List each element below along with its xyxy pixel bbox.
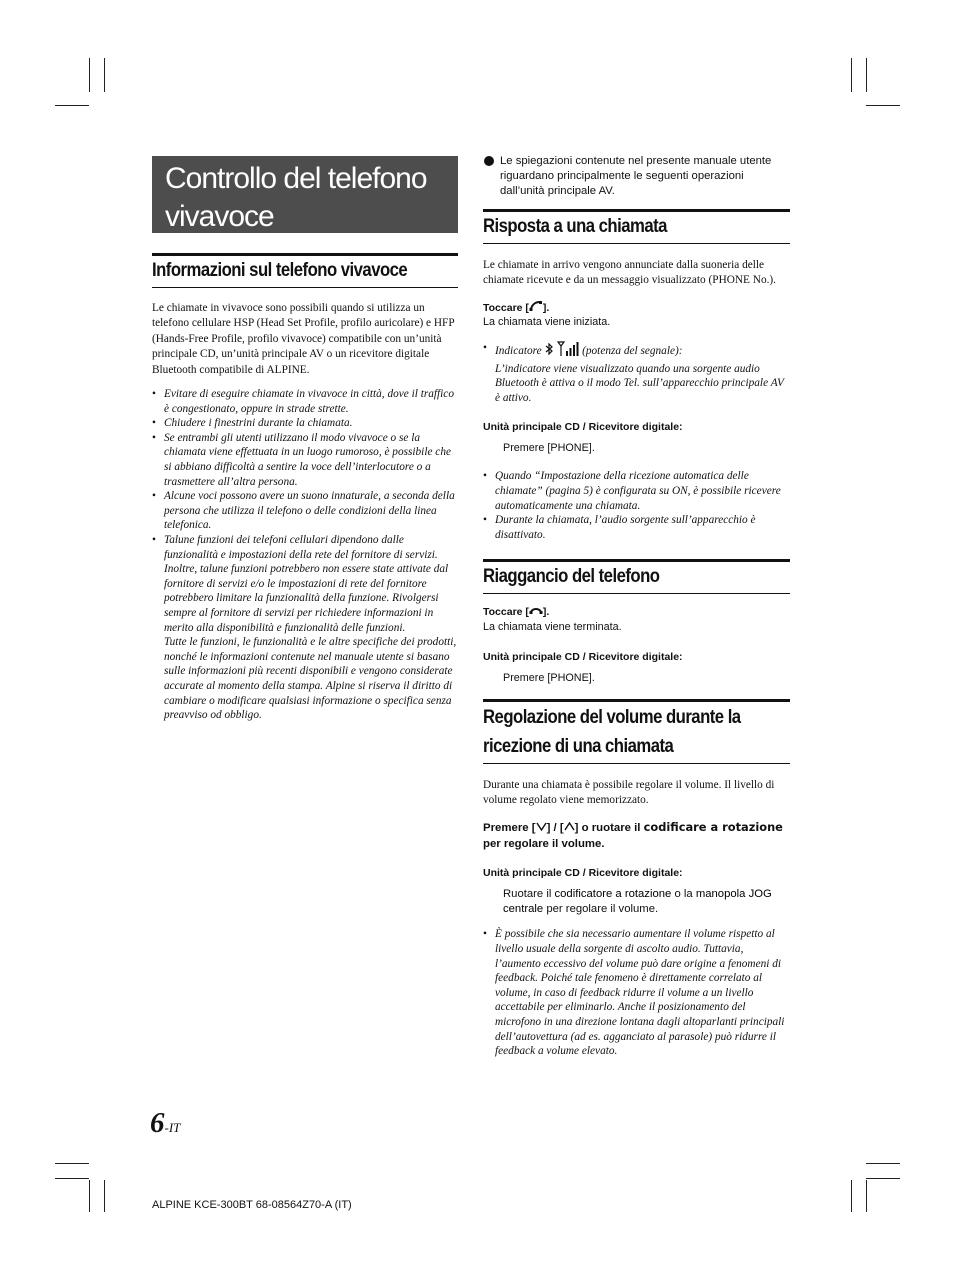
answer-body: Le chiamate in arrivo vengono annunciate dalla suoneria delle chiamate ricevute e da un messaggio visualizzato (PHONE No.). [483, 259, 776, 287]
crop-mark [104, 1180, 105, 1212]
volume-body: Durante una chiamata è possibile regolare il volume. Il livello di volume regolato viene memorizzato. [483, 778, 775, 806]
indicator-note: • Indicatore (potenza del segnale): L’indicatore viene visualizzato quando una sorgente audio Bluetooth è attiva o il modo Tel. sull’apparecchio principale AV è attivo. [483, 341, 790, 405]
volume-instruction: Premere [ ] / [ ] o ruotare il codificare a rotazione per regolare il volume. [483, 820, 783, 851]
bullet-dot-icon [484, 156, 494, 166]
note-item: • Talune funzioni dei telefoni cellulari dipendono dalle funzionalità e impostazioni della rete del fornitore di servizi. Inoltre, talune funzioni potrebbero non essere state attivate dal fornitore di servizi e/o le impostazioni di rete del fornitore potrebbero limitare la funzionalità della funzione. Rivolgersi sempre al fornitore di servizi per richiedere informazioni in merito alla disponibilità e funzionalità delle funzioni. Tutte le funzioni, le funzionalità e le altre specifiche dei prodotti, nonché le informazioni contenute nel manuale utente si basano sulle informazioni più recenti disponibili e vengono considerate accurate al momento della stampa. Alpine si riserva il diritto di cambiare o modificare qualsiasi informazione o specifica senza preavviso od obbligo. [152, 533, 458, 723]
note-item: • È possibile che sia necessario aumentare il volume rispetto al livello usuale della sorgente di ascolto audio. Tuttavia, l’aumento eccessivo del volume può dare origine a fenomeni di feedback. Poiché tale fenomeno è direttamente correlato al volume, in caso di feedback ridurre il volume a un livello accettabile per eliminarlo. Anche il posizionamento del microfono in una direzione lontana dagli altoparlanti principali dell’autovettura (ad es. agganciato al parasole) può ridurre il feedback a volume elevato. [483, 927, 790, 1058]
bluetooth-icon [544, 343, 554, 360]
info-intro: Le chiamate in vivavoce sono possibili quando si utilizza un telefono cellulare HSP (Head Set Profile, profilo auricolare) e HFP (Hands-Free Profile, profilo vivavoce) compatibile con un’unità principale CD, un’unità principale AV o un ricevitore digitale Bluetooth compatibile di ALPINE. [152, 302, 455, 376]
note-continuation: Tutte le funzioni, le funzionalità e le altre specifiche dei prodotti, nonché le informazioni contenute nel manuale utente si basano sulle informazioni più recenti disponibili e vengono considerate accurate al momento della stampa. Alpine si riserva il diritto di cambiare o modificare qualsiasi informazione o specifica senza preavviso od obbligo. [164, 636, 457, 722]
info-notes [152, 387, 458, 723]
crop-mark [866, 1163, 900, 1164]
phone-key[interactable]: [PHONE] [547, 442, 592, 455]
hangup-press-instruction: Premere [PHONE]. [503, 671, 595, 684]
hangup-result: La chiamata viene terminata. [483, 620, 622, 633]
volume-rotate-instruction: Ruotare il codificatore a rotazione o la manopola JOG centrale per regolare il volume. [503, 888, 772, 916]
answer-press-instruction: Premere [PHONE]. [503, 442, 595, 455]
note-item: • Evitare di eseguire chiamate in vivavoce in città, dove il traffico è congestionato, oppure in strade strette. [152, 387, 458, 416]
volume-unit-label: Unità principale CD / Ricevitore digitale: [483, 867, 683, 880]
answer-touch-instruction: Toccare [ ]. [483, 301, 550, 314]
crop-mark [104, 58, 105, 92]
phone-hangup-icon[interactable] [529, 606, 543, 620]
volume-notes [483, 927, 790, 1058]
chevron-up-icon[interactable] [564, 820, 575, 836]
right-column [483, 154, 790, 1059]
section-title-info: Informazioni sul telefono vivavoce [152, 253, 458, 288]
note-item: • Alcune voci possono avere un suono innaturale, a seconda della persona che utilizza il telefono o delle condizioni della linea telefonica. [152, 489, 458, 533]
note-item: • Se entrambi gli utenti utilizzano il modo vivavoce o se la chiamata viene effettuata in un luogo rumoroso, è possibile che si abbiano difficoltà a sentire la voce dell’interlocutore o a trasmettere all’altra persona. [152, 431, 458, 489]
hangup-unit-label: Unità principale CD / Ricevitore digitale: [483, 650, 683, 663]
section-title-hangup: Riaggancio del telefono [483, 559, 790, 594]
jog-knob: manopola JOG centrale [503, 888, 772, 916]
section-title-volume: Regolazione del volume durante la ricezione di una chiamata [483, 699, 790, 764]
crop-mark [55, 105, 89, 106]
note-item: • Chiudere i finestrini durante la chiamata. [152, 416, 458, 431]
footer-code: ALPINE KCE-300BT 68-08564Z70-A (IT) [152, 1199, 352, 1211]
hangup-touch-instruction: Toccare [ ]. [483, 606, 550, 619]
crop-mark [89, 1180, 90, 1212]
crop-mark [851, 1180, 852, 1212]
signal-strength-icon [557, 341, 579, 362]
rotary-encoder: codificatore a rotazione [554, 888, 672, 901]
crop-mark [89, 58, 90, 92]
crop-mark [866, 58, 867, 92]
note-item: • Durante la chiamata, l’audio sorgente sull’apparecchio è disattivato. [483, 513, 790, 542]
crop-mark [866, 105, 900, 106]
left-column [152, 156, 458, 723]
crop-mark [851, 58, 852, 92]
phone-key[interactable]: [PHONE] [547, 671, 592, 684]
section-title-answer: Risposta a una chiamata [483, 209, 790, 244]
page-title: Controllo del telefono vivavoce [152, 156, 458, 233]
crop-mark [55, 1163, 89, 1164]
answer-unit-label: Unità principale CD / Ricevitore digitale: [483, 421, 683, 434]
crop-mark [866, 1178, 900, 1179]
intro-note: Le spiegazioni contenute nel presente manuale utente riguardano principalmente le seguenti operazioni dall’unità principale AV. [483, 154, 790, 199]
page-number: 6-IT [150, 1107, 181, 1139]
answer-notes [483, 469, 790, 542]
note-item: • Quando “Impostazione della ricezione automatica delle chiamate” (pagina 5) è configurata su ON, è possibile ricevere automaticamente una chiamata. [483, 469, 790, 513]
answer-result: La chiamata viene iniziata. [483, 316, 611, 329]
chevron-down-icon[interactable] [536, 820, 547, 836]
crop-mark [55, 1178, 89, 1179]
phone-answer-icon[interactable] [529, 301, 543, 315]
crop-mark [866, 1180, 867, 1212]
